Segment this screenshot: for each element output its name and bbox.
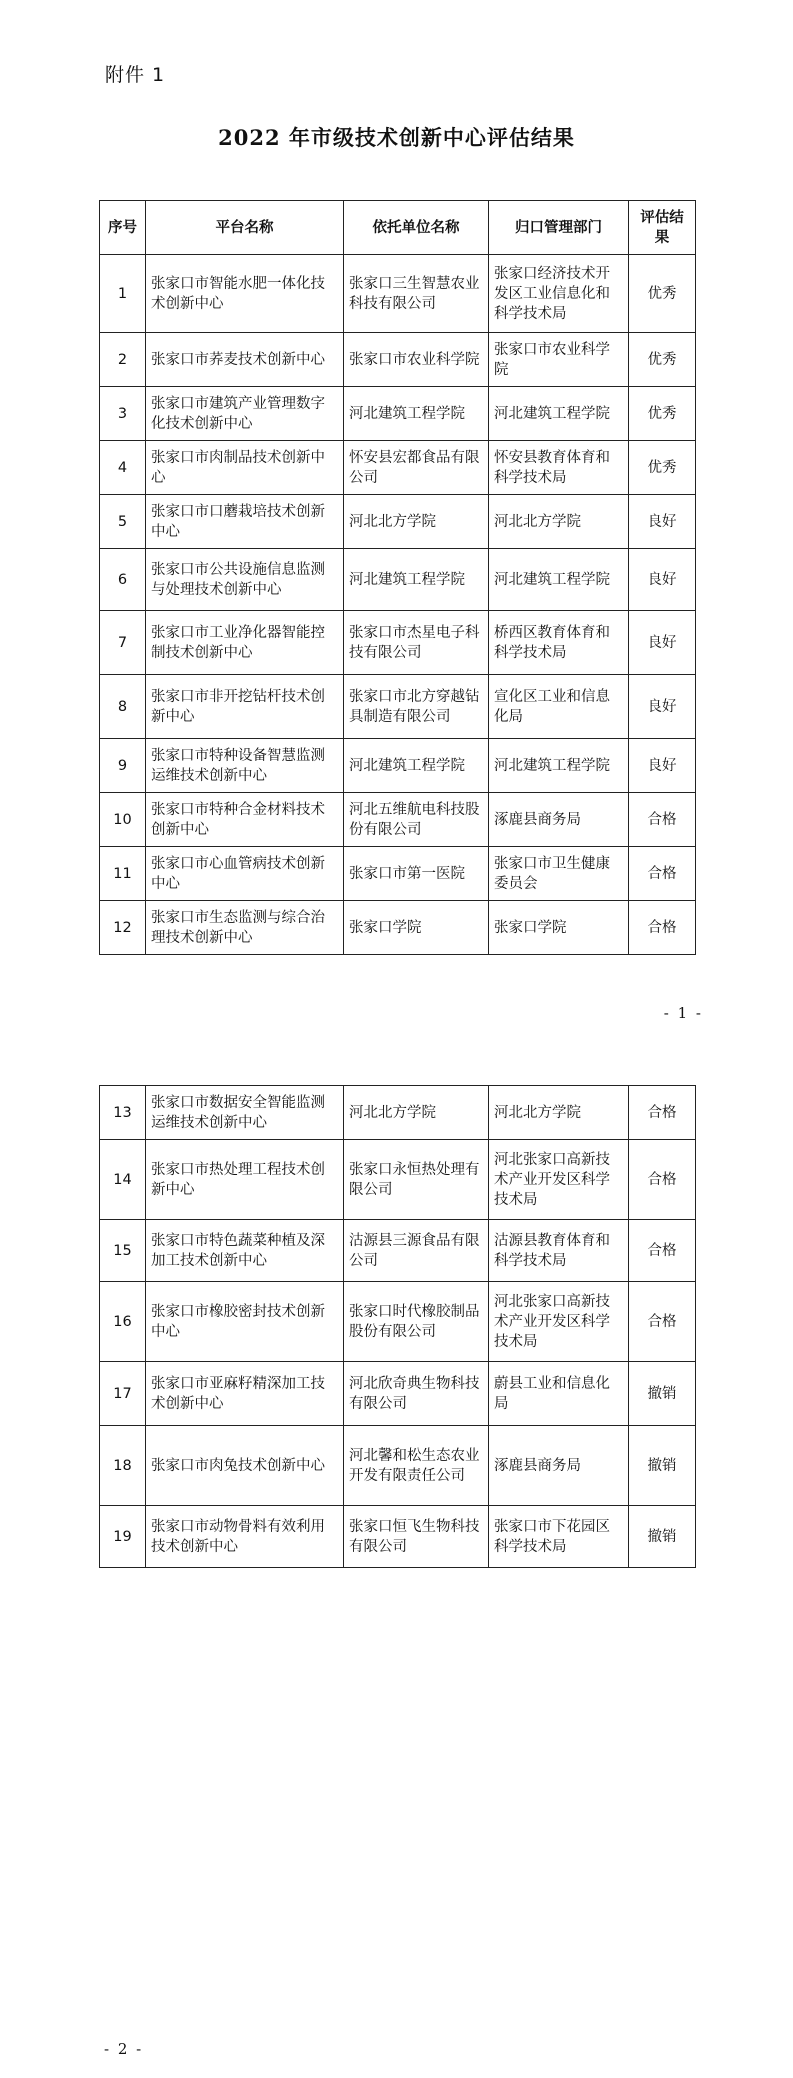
row-no: 8	[100, 675, 146, 739]
row-platform: 张家口市生态监测与综合治理技术创新中心	[146, 901, 344, 955]
table-row	[100, 675, 696, 739]
row-no: 15	[100, 1220, 146, 1282]
table-row	[100, 1506, 696, 1568]
row-result: 优秀	[629, 441, 696, 495]
row-platform: 张家口市智能水肥一体化技术创新中心	[146, 255, 344, 333]
row-result: 合格	[629, 847, 696, 901]
row-result: 合格	[629, 1220, 696, 1282]
row-result: 优秀	[629, 255, 696, 333]
row-platform: 张家口市亚麻籽精深加工技术创新中心	[146, 1362, 344, 1426]
row-result: 优秀	[629, 333, 696, 387]
row-no: 9	[100, 739, 146, 793]
header-seq: 序号	[100, 201, 146, 255]
table-row	[100, 1086, 696, 1140]
row-no: 14	[100, 1140, 146, 1220]
header-result: 评估结果	[629, 201, 696, 255]
row-no: 2	[100, 333, 146, 387]
row-no: 10	[100, 793, 146, 847]
row-result: 合格	[629, 1282, 696, 1362]
row-no: 7	[100, 611, 146, 675]
row-unit: 张家口三生智慧农业科技有限公司	[344, 255, 489, 333]
results-table-part-2	[99, 1085, 696, 1568]
row-result: 良好	[629, 611, 696, 675]
row-result: 良好	[629, 675, 696, 739]
row-no: 3	[100, 387, 146, 441]
row-dept: 河北张家口高新技术产业开发区科学技术局	[489, 1282, 629, 1362]
row-unit: 张家口时代橡胶制品股份有限公司	[344, 1282, 489, 1362]
row-platform: 张家口市非开挖钻杆技术创新中心	[146, 675, 344, 739]
table-row	[100, 441, 696, 495]
row-no: 1	[100, 255, 146, 333]
row-dept: 涿鹿县商务局	[489, 1426, 629, 1506]
row-unit: 河北北方学院	[344, 1086, 489, 1140]
row-unit: 河北建筑工程学院	[344, 549, 489, 611]
table-row	[100, 333, 696, 387]
row-result: 撤销	[629, 1426, 696, 1506]
row-platform: 张家口市建筑产业管理数字化技术创新中心	[146, 387, 344, 441]
row-platform: 张家口市工业净化器智能控制技术创新中心	[146, 611, 344, 675]
row-unit: 河北北方学院	[344, 495, 489, 549]
row-platform: 张家口市荞麦技术创新中心	[146, 333, 344, 387]
document-title: 2022 年市级技术创新中心评估结果	[218, 125, 575, 150]
row-dept: 河北建筑工程学院	[489, 387, 629, 441]
row-platform: 张家口市特种设备智慧监测运维技术创新中心	[146, 739, 344, 793]
table-row	[100, 495, 696, 549]
row-no: 16	[100, 1282, 146, 1362]
row-unit: 张家口恒飞生物科技有限公司	[344, 1506, 489, 1568]
row-unit: 张家口市北方穿越钻具制造有限公司	[344, 675, 489, 739]
row-dept: 河北北方学院	[489, 1086, 629, 1140]
row-no: 18	[100, 1426, 146, 1506]
row-dept: 涿鹿县商务局	[489, 793, 629, 847]
row-dept: 张家口经济技术开发区工业信息化和科学技术局	[489, 255, 629, 333]
row-result: 撤销	[629, 1506, 696, 1568]
row-result: 合格	[629, 901, 696, 955]
row-platform: 张家口市数据安全智能监测运维技术创新中心	[146, 1086, 344, 1140]
row-no: 11	[100, 847, 146, 901]
table-row	[100, 1362, 696, 1426]
row-dept: 张家口市下花园区科学技术局	[489, 1506, 629, 1568]
row-dept: 河北建筑工程学院	[489, 549, 629, 611]
row-dept: 张家口市农业科学院	[489, 333, 629, 387]
row-no: 19	[100, 1506, 146, 1568]
table-header-row	[100, 201, 696, 255]
row-platform: 张家口市特色蔬菜种植及深加工技术创新中心	[146, 1220, 344, 1282]
table-row	[100, 1140, 696, 1220]
row-result: 合格	[629, 793, 696, 847]
page-number: - 2 -	[104, 2040, 144, 2058]
row-dept: 怀安县教育体育和科学技术局	[489, 441, 629, 495]
table-row	[100, 901, 696, 955]
row-no: 17	[100, 1362, 146, 1426]
header-platform: 平台名称	[146, 201, 344, 255]
row-unit: 河北建筑工程学院	[344, 387, 489, 441]
row-platform: 张家口市公共设施信息监测与处理技术创新中心	[146, 549, 344, 611]
row-unit: 河北建筑工程学院	[344, 739, 489, 793]
table-row	[100, 549, 696, 611]
row-unit: 河北馨和松生态农业开发有限责任公司	[344, 1426, 489, 1506]
row-dept: 河北北方学院	[489, 495, 629, 549]
row-unit: 怀安县宏都食品有限公司	[344, 441, 489, 495]
row-no: 6	[100, 549, 146, 611]
row-unit: 张家口永恒热处理有限公司	[344, 1140, 489, 1220]
row-dept: 蔚县工业和信息化局	[489, 1362, 629, 1426]
row-no: 5	[100, 495, 146, 549]
row-result: 撤销	[629, 1362, 696, 1426]
page-number: - 1 -	[663, 1004, 703, 1022]
row-result: 良好	[629, 739, 696, 793]
row-dept: 张家口学院	[489, 901, 629, 955]
row-unit: 张家口市第一医院	[344, 847, 489, 901]
row-unit: 河北欣奇典生物科技有限公司	[344, 1362, 489, 1426]
row-dept: 宣化区工业和信息化局	[489, 675, 629, 739]
row-result: 良好	[629, 549, 696, 611]
row-platform: 张家口市心血管病技术创新中心	[146, 847, 344, 901]
table-row	[100, 1426, 696, 1506]
row-platform: 张家口市肉制品技术创新中心	[146, 441, 344, 495]
row-platform: 张家口市动物骨料有效利用技术创新中心	[146, 1506, 344, 1568]
table-row	[100, 1282, 696, 1362]
row-no: 13	[100, 1086, 146, 1140]
row-no: 4	[100, 441, 146, 495]
row-unit: 河北五维航电科技股份有限公司	[344, 793, 489, 847]
results-table-part-1	[99, 200, 696, 955]
table-row	[100, 255, 696, 333]
row-dept: 河北建筑工程学院	[489, 739, 629, 793]
header-dept: 归口管理部门	[489, 201, 629, 255]
row-unit: 张家口市农业科学院	[344, 333, 489, 387]
row-result: 良好	[629, 495, 696, 549]
row-unit: 张家口市杰星电子科技有限公司	[344, 611, 489, 675]
row-result: 合格	[629, 1140, 696, 1220]
annex-label: 附件 1	[105, 64, 166, 86]
row-platform: 张家口市肉兔技术创新中心	[146, 1426, 344, 1506]
row-unit: 沽源县三源食品有限公司	[344, 1220, 489, 1282]
header-unit: 依托单位名称	[344, 201, 489, 255]
row-platform: 张家口市特种合金材料技术创新中心	[146, 793, 344, 847]
row-result: 合格	[629, 1086, 696, 1140]
row-result: 优秀	[629, 387, 696, 441]
row-platform: 张家口市热处理工程技术创新中心	[146, 1140, 344, 1220]
table-row	[100, 739, 696, 793]
row-platform: 张家口市橡胶密封技术创新中心	[146, 1282, 344, 1362]
table-row	[100, 1220, 696, 1282]
table-row	[100, 847, 696, 901]
row-platform: 张家口市口蘑栽培技术创新中心	[146, 495, 344, 549]
table-row	[100, 387, 696, 441]
row-dept: 沽源县教育体育和科学技术局	[489, 1220, 629, 1282]
row-unit: 张家口学院	[344, 901, 489, 955]
row-dept: 桥西区教育体育和科学技术局	[489, 611, 629, 675]
table-row	[100, 611, 696, 675]
table-row	[100, 793, 696, 847]
row-no: 12	[100, 901, 146, 955]
page-2	[0, 1040, 793, 2078]
row-dept: 张家口市卫生健康委员会	[489, 847, 629, 901]
row-dept: 河北张家口高新技术产业开发区科学技术局	[489, 1140, 629, 1220]
